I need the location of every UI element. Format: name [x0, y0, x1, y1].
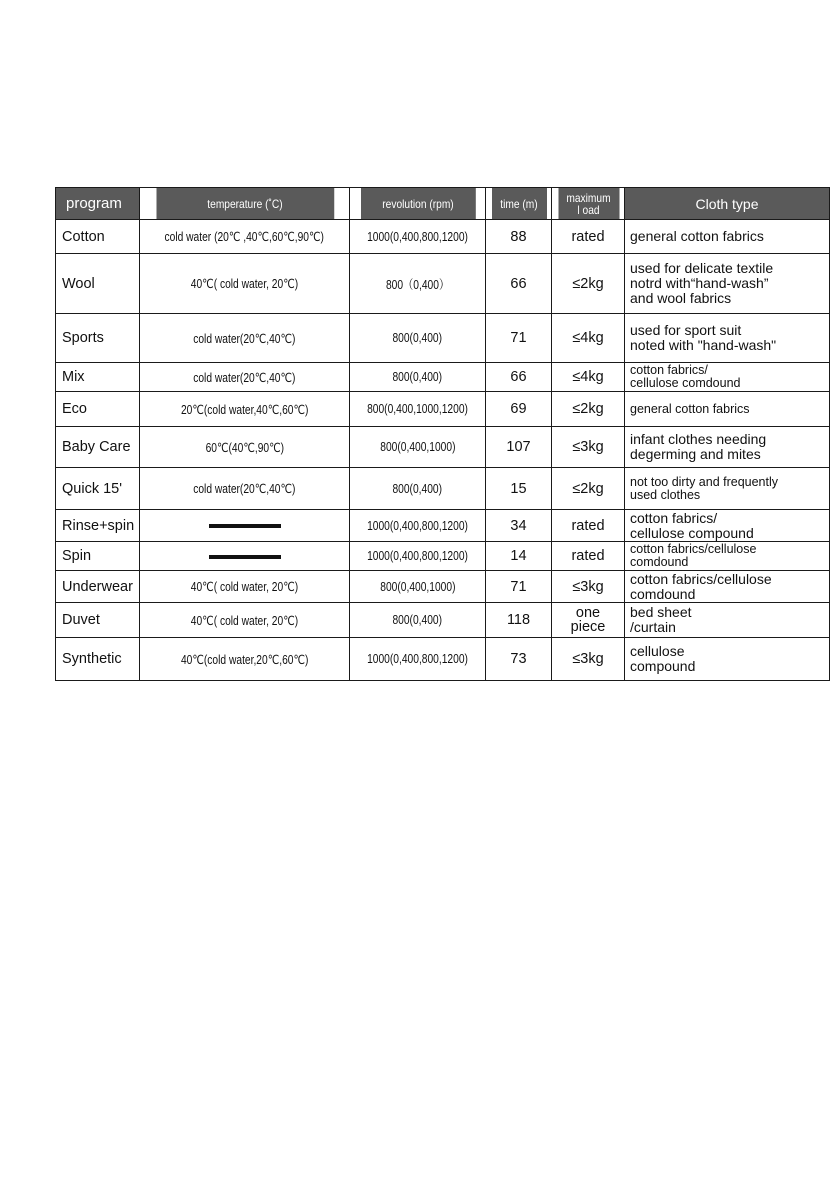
cell-revolution-text: 800(0,400): [392, 481, 443, 496]
cell-max-load: ≤3kg: [552, 638, 625, 681]
cell-time: 66: [486, 363, 552, 392]
cell-max-load: rated: [552, 220, 625, 254]
cell-revolution-text: 1000(0,400,800,1200): [367, 652, 468, 666]
cell-time: 71: [486, 314, 552, 363]
cell-max-load: ≤2kg: [552, 392, 625, 427]
cell-revolution-text: 800(0,400,1000): [379, 579, 456, 594]
cell-revolution-text: 800（0,400）: [385, 277, 450, 292]
cell-program: Baby Care: [56, 427, 140, 468]
cell-revolution-text: 1000(0,400,800,1200): [367, 549, 468, 563]
cell-program: Wool: [56, 254, 140, 314]
cell-revolution-text: 1000(0,400,800,1200): [367, 229, 468, 244]
cell-revolution: [350, 571, 486, 603]
cell-temperature: [140, 427, 350, 468]
cell-temperature: [140, 510, 350, 542]
header-program: program: [56, 188, 140, 220]
cell-temperature: [140, 468, 350, 510]
cell-temperature-text: cold water(20℃,40℃): [193, 370, 296, 385]
cell-cloth-type: infant clothes needing degerming and mites: [625, 427, 830, 468]
cell-cloth-type: general cotton fabrics: [625, 392, 830, 427]
cell-max-load: rated: [552, 542, 625, 571]
cell-program: Spin: [56, 542, 140, 571]
cell-revolution: [350, 392, 486, 427]
cell-temperature-text: 40℃( cold water, 20℃): [190, 613, 299, 628]
cell-temperature: [140, 542, 350, 571]
cell-revolution-text: 1000(0,400,800,1200): [367, 518, 468, 533]
wash-program-table: [55, 187, 830, 681]
cell-temperature: [140, 603, 350, 638]
table-row: [56, 363, 830, 392]
cell-max-load: rated: [552, 510, 625, 542]
header-row: [56, 188, 830, 220]
table-row: [56, 427, 830, 468]
cell-program: Cotton: [56, 220, 140, 254]
table-row: [56, 220, 830, 254]
cell-revolution: [350, 220, 486, 254]
cell-temperature: [140, 392, 350, 427]
cell-time: 118: [486, 603, 552, 638]
cell-time: 66: [486, 254, 552, 314]
cell-max-load: ≤3kg: [552, 427, 625, 468]
cell-revolution: [350, 427, 486, 468]
cell-revolution: [350, 603, 486, 638]
cell-temperature: [140, 571, 350, 603]
cell-revolution-text: 800(0,400): [392, 331, 443, 345]
cell-time: 107: [486, 427, 552, 468]
cell-temperature-text: 40℃( cold water, 20℃): [190, 580, 299, 594]
table-row: [56, 392, 830, 427]
cell-temperature: [140, 254, 350, 314]
header-revolution: revolution (rpm): [360, 188, 476, 220]
cell-temperature: [140, 363, 350, 392]
header-cloth-type: Cloth type: [625, 188, 830, 220]
cell-max-load: ≤2kg: [552, 468, 625, 510]
cell-temperature-text: 40℃(cold water,20℃,60℃): [180, 652, 309, 667]
cell-revolution: [350, 638, 486, 681]
cell-temperature: [140, 638, 350, 681]
table-row: [56, 468, 830, 510]
cell-revolution-text: 800(0,400): [392, 613, 443, 627]
table-body: [56, 220, 830, 681]
cell-program: Quick 15': [56, 468, 140, 510]
table-row: [56, 542, 830, 571]
cell-revolution-text: 800(0,400,1000,1200): [367, 402, 468, 416]
cell-time: 71: [486, 571, 552, 603]
table-row: [56, 571, 830, 603]
cell-time: 88: [486, 220, 552, 254]
cell-time: 73: [486, 638, 552, 681]
cell-program: Duvet: [56, 603, 140, 638]
cell-revolution: [350, 363, 486, 392]
cell-program: Rinse+spin: [56, 510, 140, 542]
cell-max-load: ≤4kg: [552, 363, 625, 392]
table-row: [56, 603, 830, 638]
header-time: time (m): [490, 188, 546, 220]
cell-temperature: [140, 314, 350, 363]
cell-time: 14: [486, 542, 552, 571]
cell-program: Mix: [56, 363, 140, 392]
cell-time: 69: [486, 392, 552, 427]
table-row: [56, 510, 830, 542]
header-max-load-line1: maximum: [565, 190, 611, 205]
cell-temperature: [140, 220, 350, 254]
cell-temperature-text: cold water (20℃ ,40℃,60℃,90℃): [164, 230, 325, 244]
cell-cloth-type: general cotton fabrics: [625, 220, 830, 254]
cell-revolution: [350, 542, 486, 571]
not-applicable-dash: [209, 524, 281, 528]
table-row: [56, 254, 830, 314]
cell-revolution-text: 800(0,400): [392, 370, 443, 384]
cell-max-load: one piece: [552, 603, 625, 638]
cell-revolution: [350, 510, 486, 542]
cell-program: Underwear: [56, 571, 140, 603]
cell-program: Eco: [56, 392, 140, 427]
header-temperature: temperature (˚C): [155, 188, 334, 220]
cell-temperature-text: cold water(20℃,40℃): [193, 331, 296, 346]
cell-cloth-type: cotton fabrics/cellulose comdound: [625, 542, 830, 571]
cell-revolution-text: 800(0,400,1000): [379, 440, 456, 454]
cell-max-load: ≤2kg: [552, 254, 625, 314]
cell-revolution: [350, 468, 486, 510]
cell-time: 15: [486, 468, 552, 510]
cell-temperature-text: 40℃( cold water, 20℃): [190, 277, 299, 291]
cell-max-load: ≤3kg: [552, 571, 625, 603]
cell-program: Synthetic: [56, 638, 140, 681]
not-applicable-dash: [209, 555, 281, 559]
table-row: [56, 314, 830, 363]
cell-time: 34: [486, 510, 552, 542]
table-row: [56, 638, 830, 681]
cell-cloth-type: bed sheet /curtain: [625, 603, 830, 638]
cell-temperature-text: 20℃(cold water,40℃,60℃): [180, 402, 309, 417]
cell-cloth-type: cotton fabrics/cellulose comdound: [625, 571, 830, 603]
cell-cloth-type: cotton fabrics/ cellulose comdound: [625, 363, 830, 392]
header-max-load-line2: l oad: [576, 202, 600, 217]
cell-temperature-text: 60℃(40℃,90℃): [205, 440, 284, 455]
cell-cloth-type: cellulose compound: [625, 638, 830, 681]
table-header: [56, 188, 830, 220]
cell-cloth-type: cotton fabrics/ cellulose compound: [625, 510, 830, 542]
header-max-load: [557, 188, 619, 220]
cell-cloth-type: not too dirty and frequently used clothes: [625, 468, 830, 510]
cell-revolution: [350, 314, 486, 363]
cell-cloth-type: used for sport suit noted with "hand-wash": [625, 314, 830, 363]
cell-temperature-text: cold water(20℃,40℃): [193, 482, 296, 496]
cell-cloth-type: used for delicate textile notrd with“hand-wash” and wool fabrics: [625, 254, 830, 314]
cell-program: Sports: [56, 314, 140, 363]
cell-revolution: [350, 254, 486, 314]
cell-max-load: ≤4kg: [552, 314, 625, 363]
